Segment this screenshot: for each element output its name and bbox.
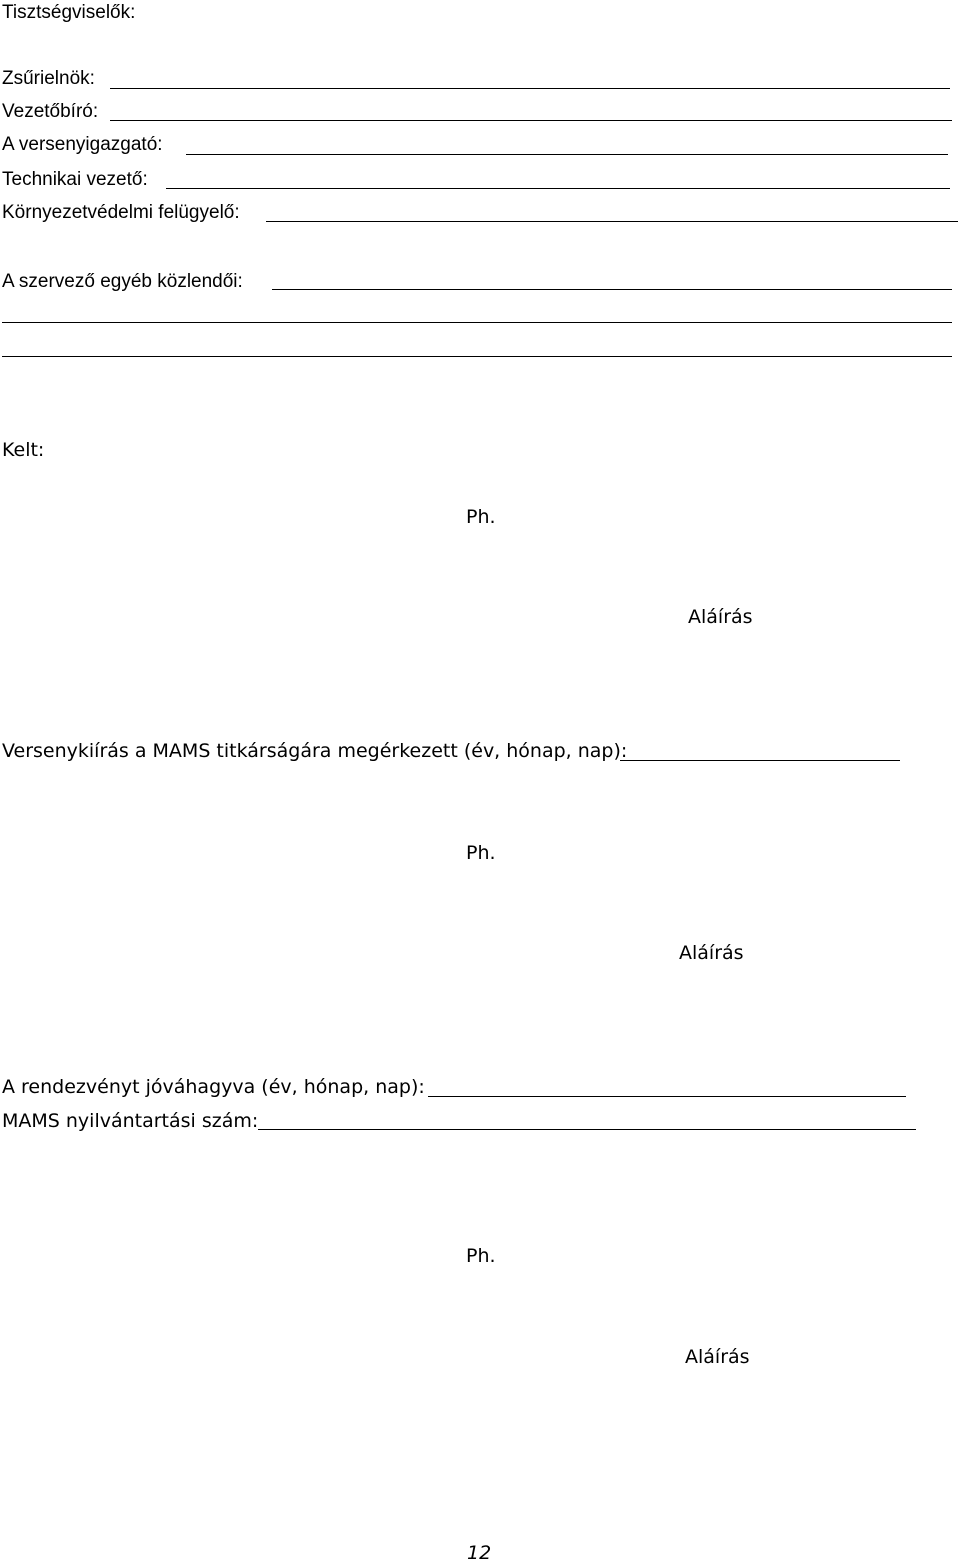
page-number: 12	[467, 1542, 492, 1564]
signature-label-2: Aláírás	[679, 942, 744, 964]
official-field-jury-president[interactable]	[110, 88, 950, 89]
stamp-label-1: Ph.	[466, 506, 496, 528]
received-date-field[interactable]	[620, 760, 900, 761]
registration-number-field[interactable]	[258, 1129, 916, 1130]
official-label-race-director: A versenyigazgató:	[2, 134, 163, 155]
official-label-jury-president: Zsűrielnök:	[2, 68, 95, 89]
dated-label: Kelt:	[2, 439, 45, 461]
organizer-notes-line-2[interactable]	[2, 322, 952, 323]
signature-label-3: Aláírás	[685, 1346, 750, 1368]
official-field-chief-judge[interactable]	[110, 120, 952, 121]
approved-date-field[interactable]	[428, 1096, 906, 1097]
received-label: Versenykiírás a MAMS titkárságára megérkezett (év, hónap, nap):	[2, 740, 628, 762]
organizer-notes-line-3[interactable]	[2, 356, 952, 357]
registration-number-label: MAMS nyilvántartási szám:	[2, 1110, 259, 1132]
approved-label: A rendezvényt jóváhagyva (év, hónap, nap):	[2, 1076, 425, 1098]
stamp-label-3: Ph.	[466, 1245, 496, 1267]
official-label-environmental-inspector: Környezetvédelmi felügyelő:	[2, 202, 240, 223]
official-field-environmental-inspector[interactable]	[266, 221, 958, 222]
organizer-notes-label: A szervező egyéb közlendői:	[2, 271, 243, 292]
signature-label-1: Aláírás	[688, 606, 753, 628]
official-field-race-director[interactable]	[186, 154, 948, 155]
official-label-chief-judge: Vezetőbíró:	[2, 101, 99, 122]
stamp-label-2: Ph.	[466, 842, 496, 864]
organizer-notes-line-1[interactable]	[272, 289, 952, 290]
official-field-technical-director[interactable]	[166, 188, 950, 189]
section-title: Tisztségviselők:	[2, 2, 136, 23]
official-label-technical-director: Technikai vezető:	[2, 169, 148, 190]
